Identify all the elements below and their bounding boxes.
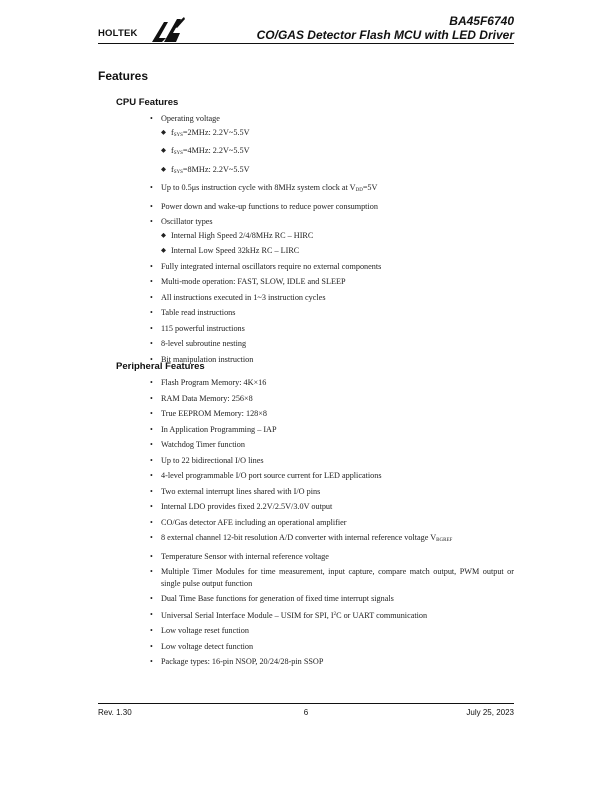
- list-item: • Up to 22 bidirectional I/O lines: [150, 455, 264, 465]
- sub-list-item: ◆ $f_{SYS}=2MHz$: 2.2V~5.5V: [161, 127, 250, 138]
- cpu-features-list: [98, 113, 514, 365]
- list-item: • Package types: 16-pin NSOP, 20/24/28-pin SSOP: [150, 657, 324, 666]
- bullet-icon: •: [150, 409, 153, 418]
- peripheral-features-list: [98, 377, 514, 668]
- bullet-icon: •: [150, 486, 153, 496]
- list-item: • 8-level subroutine nesting: [150, 339, 247, 348]
- list-item: • 8 external channel 12-bit resolution A/D converter with internal reference voltage $V_{BGREF}$: [150, 533, 453, 543]
- part-number: BA45F6740: [449, 14, 514, 28]
- bullet-icon: •: [150, 261, 153, 271]
- page-number: 6: [303, 708, 309, 717]
- list-item: • In Application Programming – IAP: [150, 424, 277, 434]
- list-item: • RAM Data Memory: 256×8: [150, 393, 253, 403]
- list-item: • 4-level programmable I/O port source current for LED applications: [150, 471, 382, 480]
- bullet-icon: •: [150, 217, 153, 226]
- bullet-icon: •: [150, 551, 153, 561]
- list-item: • Multi-mode operation: FAST, SLOW, IDLE and SLEEP: [150, 277, 346, 286]
- oscillator-sublist: [161, 230, 514, 257]
- list-item: • Watchdog Timer function: [150, 440, 245, 449]
- list-item: • Multiple Timer Modules for time measurement, input capture, compare match output, PWM output or single pulse output function: [150, 567, 514, 588]
- list-item: • Oscillator types ◆ Internal High Speed 2/4/8MHz RC – HIRC ◆ Internal Low Speed 32kHz RC – LIRC: [98, 216, 514, 257]
- cpu-features-section: [98, 96, 514, 369]
- bullet-icon: •: [150, 292, 153, 302]
- document-date: July 25, 2023: [466, 708, 514, 717]
- list-item: • Low voltage reset function: [150, 626, 249, 635]
- bullet-icon: •: [150, 201, 153, 211]
- bullet-icon: •: [150, 502, 153, 511]
- list-item: • Fully integrated internal oscillators require no external components: [150, 261, 382, 271]
- peripheral-features-heading: Peripheral Features: [116, 361, 205, 372]
- bullet-icon: •: [150, 323, 153, 333]
- diamond-bullet-icon: ◆: [161, 147, 166, 154]
- list-item: • Two external interrupt lines shared with I/O pins: [150, 486, 321, 496]
- peripheral-features-section: [98, 360, 514, 672]
- sub-list-item: ◆ Internal Low Speed 32kHz RC – LIRC: [161, 246, 300, 255]
- bullet-icon: •: [150, 393, 153, 403]
- list-item: • Universal Serial Interface Module – USIM for SPI, $I^2C$ or UART communication: [150, 609, 428, 620]
- bullet-icon: •: [150, 594, 153, 603]
- bullet-icon: •: [150, 567, 153, 576]
- list-item: • All instructions executed in 1~3 instruction cycles: [150, 292, 326, 302]
- page-title: Features: [98, 69, 149, 83]
- voltage-sublist: [161, 127, 514, 179]
- bullet-icon: •: [150, 339, 153, 348]
- bullet-icon: •: [150, 424, 153, 434]
- bullet-icon: •: [150, 378, 153, 387]
- holtek-logo: [98, 16, 190, 44]
- diamond-bullet-icon: ◆: [161, 231, 166, 239]
- logo-text: HOLTEK: [98, 28, 138, 39]
- list-item: • Up to 0.5μs instruction cycle with 8MHz system clock at $V_{DD}=5V$: [150, 183, 378, 193]
- document-title: CO/GAS Detector Flash MCU with LED Driver: [256, 28, 514, 42]
- header-divider: [98, 43, 514, 44]
- list-item: • Bit manipulation instruction: [150, 354, 254, 364]
- cpu-features-heading: CPU Features: [116, 97, 179, 108]
- bullet-icon: •: [150, 308, 153, 317]
- list-item: • Dual Time Base functions for generation of fixed time interrupt signals: [150, 594, 394, 603]
- bullet-icon: •: [150, 533, 153, 542]
- list-item: • Temperature Sensor with internal reference voltage: [150, 551, 329, 561]
- sub-list-item: ◆ Internal High Speed 2/4/8MHz RC – HIRC: [161, 230, 314, 240]
- bullet-icon: •: [150, 440, 153, 449]
- document-header: [257, 15, 514, 42]
- bullet-icon: •: [150, 183, 153, 192]
- diamond-bullet-icon: ◆: [161, 128, 166, 136]
- list-item: • CO/Gas detector AFE including an operational amplifier: [150, 517, 347, 527]
- bullet-icon: •: [150, 641, 153, 651]
- bullet-icon: •: [150, 657, 153, 666]
- sub-list-item: ◆ $f_{SYS}=8MHz$: 2.2V~5.5V: [161, 164, 250, 175]
- bullet-icon: •: [150, 517, 153, 527]
- list-item: • True EEPROM Memory: 128×8: [150, 409, 267, 418]
- bullet-icon: •: [150, 626, 153, 635]
- bullet-icon: •: [150, 609, 153, 619]
- revision-label: Rev. 1.30: [98, 708, 132, 717]
- footer-divider: [98, 703, 514, 704]
- bullet-icon: •: [150, 471, 153, 480]
- list-item: • Flash Program Memory: 4K×16: [150, 378, 267, 387]
- bullet-icon: •: [150, 455, 153, 465]
- bullet-icon: •: [150, 277, 153, 286]
- diamond-bullet-icon: ◆: [161, 165, 166, 173]
- operating-voltage-text: Operating voltage: [161, 114, 220, 123]
- list-item: • Low voltage detect function: [150, 641, 254, 651]
- list-item: • Internal LDO provides fixed 2.2V/2.5V/3.0V output: [150, 502, 333, 511]
- diamond-bullet-icon: ◆: [161, 247, 166, 254]
- list-item: • 115 powerful instructions: [150, 323, 245, 333]
- holtek-logo-mark-icon: [150, 16, 186, 44]
- bullet-icon: •: [150, 114, 153, 123]
- bullet-icon: •: [150, 354, 153, 364]
- list-item: • Power down and wake-up functions to reduce power consumption: [150, 201, 378, 211]
- sub-list-item: ◆ $f_{SYS}=4MHz$: 2.2V~5.5V: [161, 146, 250, 156]
- list-item: • Table read instructions: [150, 308, 236, 317]
- list-item: [98, 113, 514, 178]
